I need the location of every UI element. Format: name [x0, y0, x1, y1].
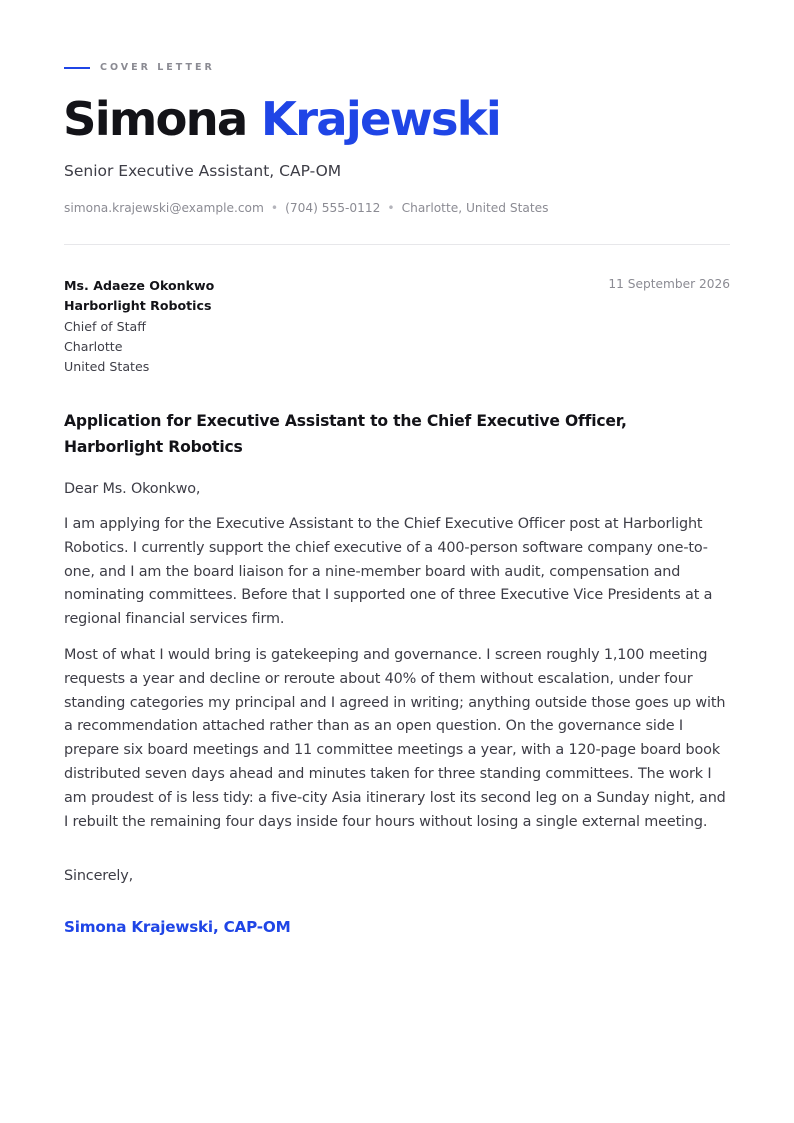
kicker-label: COVER LETTER	[100, 62, 215, 73]
salutation: Dear Ms. Okonkwo,	[64, 481, 201, 497]
applicant-last-name: Krajewski	[260, 92, 501, 146]
contact-line	[64, 200, 549, 216]
recipient-city: Charlotte	[64, 338, 123, 354]
applicant-first-name: Simona	[63, 92, 247, 146]
contact-location: Charlotte, United States	[401, 201, 549, 215]
contact-separator: •	[387, 201, 395, 215]
recipient-block	[64, 276, 214, 377]
recipient-company: Harborlight Robotics	[64, 298, 212, 314]
body-paragraph-1: I am applying for the Executive Assistant to the Chief Executive Officer post at Harborlight Robotics. I currently support the chief executive of a 400-person software company one-to-one, and I am the board liaison for a nine-member board with audit, compensation and nominating committees. Before that I supported one of three Executive Vice Presidents at a regional financial services firm.	[64, 516, 713, 628]
applicant-headline: Senior Executive Assistant, CAP-OM	[64, 162, 342, 180]
contact-email: simona.krajewski@example.com	[64, 201, 264, 215]
signature-name: Simona Krajewski, CAP-OM	[64, 918, 291, 936]
letter-date: 11 September 2026	[608, 277, 730, 291]
recipient-country: United States	[64, 359, 150, 375]
recipient-title: Chief of Staff	[64, 318, 146, 334]
kicker-accent-rule	[64, 67, 90, 69]
contact-phone: (704) 555-0112	[285, 201, 381, 215]
body-paragraph-2: Most of what I would bring is gatekeeping and governance. I screen roughly 1,100 meeting requests a year and decline or reroute about 40% of them without escalation, under four standing categories my principal and I agreed in writing; anything outside those goes up with a recommendation attached rather than as an open question. On the governance side I prepare six board meetings and 11 committee meetings a year, with a 120-page board book distributed seven days ahead and minutes taken for three standing committees. The work I am proudest of is less tidy: a five-city Asia itinerary lost its second leg on a Sunday night, and I rebuilt the remaining four days inside four hours without losing a single external meeting.	[64, 647, 726, 830]
header-divider	[64, 244, 730, 245]
applicant-name	[63, 86, 500, 152]
closing: Sincerely,	[64, 868, 134, 884]
document-kicker	[64, 62, 215, 74]
contact-separator: •	[270, 201, 279, 215]
letter-subject: Application for Executive Assistant to the Chief Executive Officer, Harborlight Robotics	[64, 412, 627, 456]
recipient-name: Ms. Adaeze Okonkwo	[64, 278, 215, 293]
